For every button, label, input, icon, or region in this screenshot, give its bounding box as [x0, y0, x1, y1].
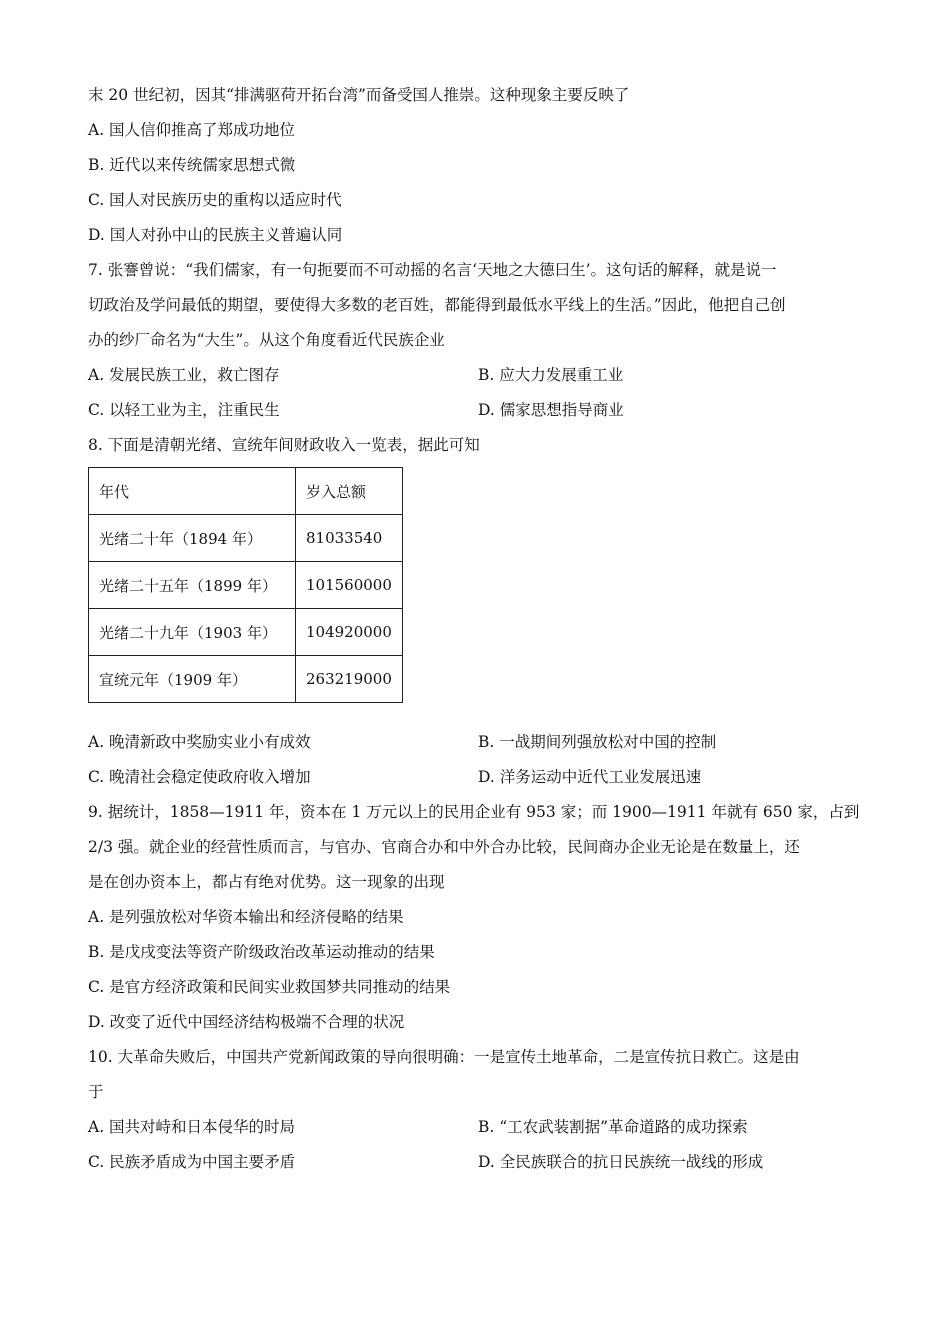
question-10 [88, 1040, 878, 1180]
option-a: A. 晚清新政中奖励实业小有成效 [88, 733, 311, 751]
question-stem-line: 2/3 强。就企业的经营性质而言，与官办、官商合办和中外合办比较，民间商办企业无论是在数量上，还 [88, 838, 800, 856]
question-stem-line: 切政治及学问最低的期望，要使得大多数的老百姓，都能得到最低水平线上的生活。”因此，他把自己创 [88, 296, 786, 314]
option-a: A. 国人信仰推高了郑成功地位 [88, 121, 296, 139]
table-cell-year: 光绪二十年（1894 年） [89, 515, 296, 562]
table-cell-revenue: 81033540 [296, 515, 403, 562]
table-header-cell: 年代 [89, 468, 296, 515]
table-row [89, 562, 403, 609]
options-row [88, 393, 878, 428]
question-stem-line: 10. 大革命失败后，中国共产党新闻政策的导向很明确：一是宣传土地革命，二是宣传抗日救亡。这是由 [88, 1048, 800, 1066]
options-row [88, 358, 878, 393]
option-c: C. 是官方经济政策和民间实业救国梦共同推动的结果 [88, 978, 451, 996]
option-a: A. 发展民族工业，救亡图存 [88, 366, 280, 384]
question-stem-line: 7. 张謇曾说：“我们儒家，有一句扼要而不可动摇的名言‘天地之大德曰生’。这句话的解释，就是说一 [88, 261, 777, 279]
question-6 [88, 78, 878, 253]
option-d: D. 改变了近代中国经济结构极端不合理的状况 [88, 1013, 405, 1031]
option-d: D. 洋务运动中近代工业发展迅速 [478, 768, 702, 786]
option-b: B. 近代以来传统儒家思想式微 [88, 156, 296, 174]
options-row [88, 725, 878, 760]
question-stem-line: 末 20 世纪初，因其“排满驱荷开拓台湾”而备受国人推崇。这种现象主要反映了 [88, 86, 630, 104]
table-row [89, 609, 403, 656]
options-row [88, 1145, 878, 1180]
option-c: C. 国人对民族历史的重构以适应时代 [88, 191, 342, 209]
question-stem-line: 8. 下面是清朝光绪、宣统年间财政收入一览表，据此可知 [88, 436, 480, 454]
table-cell-revenue: 263219000 [296, 656, 403, 703]
table-cell-revenue: 101560000 [296, 562, 403, 609]
option-d: D. 全民族联合的抗日民族统一战线的形成 [478, 1153, 764, 1171]
question-stem-line: 办的纱厂命名为“大生”。从这个角度看近代民族企业 [88, 331, 445, 349]
question-stem-line: 是在创办资本上，都占有绝对优势。这一现象的出现 [88, 873, 445, 891]
option-a: A. 国共对峙和日本侵华的时局 [88, 1118, 296, 1136]
option-c: C. 晚清社会稳定使政府收入增加 [88, 768, 311, 786]
table-row [89, 656, 403, 703]
option-b: B. 应大力发展重工业 [478, 366, 624, 384]
question-stem-line: 于 [88, 1083, 104, 1101]
option-a: A. 是列强放松对华资本输出和经济侵略的结果 [88, 908, 404, 926]
options-row [88, 760, 878, 795]
option-b: B. 是戊戌变法等资产阶级政治改革运动推动的结果 [88, 943, 435, 961]
option-c: C. 以轻工业为主，注重民生 [88, 401, 280, 419]
table-cell-revenue: 104920000 [296, 609, 403, 656]
option-d: D. 儒家思想指导商业 [478, 401, 624, 419]
table-header-row [89, 468, 403, 515]
option-c: C. 民族矛盾成为中国主要矛盾 [88, 1153, 296, 1171]
question-9 [88, 795, 878, 1040]
exam-page [88, 78, 878, 1180]
question-8 [88, 428, 878, 795]
table-row [89, 515, 403, 562]
table-cell-year: 光绪二十五年（1899 年） [89, 562, 296, 609]
option-d: D. 国人对孙中山的民族主义普遍认同 [88, 226, 343, 244]
table-cell-year: 宣统元年（1909 年） [89, 656, 296, 703]
option-b: B. “工农武装割据”革命道路的成功探索 [478, 1118, 748, 1136]
revenue-table [88, 467, 403, 703]
option-b: B. 一战期间列强放松对中国的控制 [478, 733, 717, 751]
options-row [88, 1110, 878, 1145]
question-stem-line: 9. 据统计，1858—1911 年，资本在 1 万元以上的民用企业有 953 家；而 1900—1911 年就有 650 家，占到 [88, 803, 860, 821]
question-7 [88, 253, 878, 428]
table-header-cell: 岁入总额 [296, 468, 403, 515]
table-cell-year: 光绪二十九年（1903 年） [89, 609, 296, 656]
